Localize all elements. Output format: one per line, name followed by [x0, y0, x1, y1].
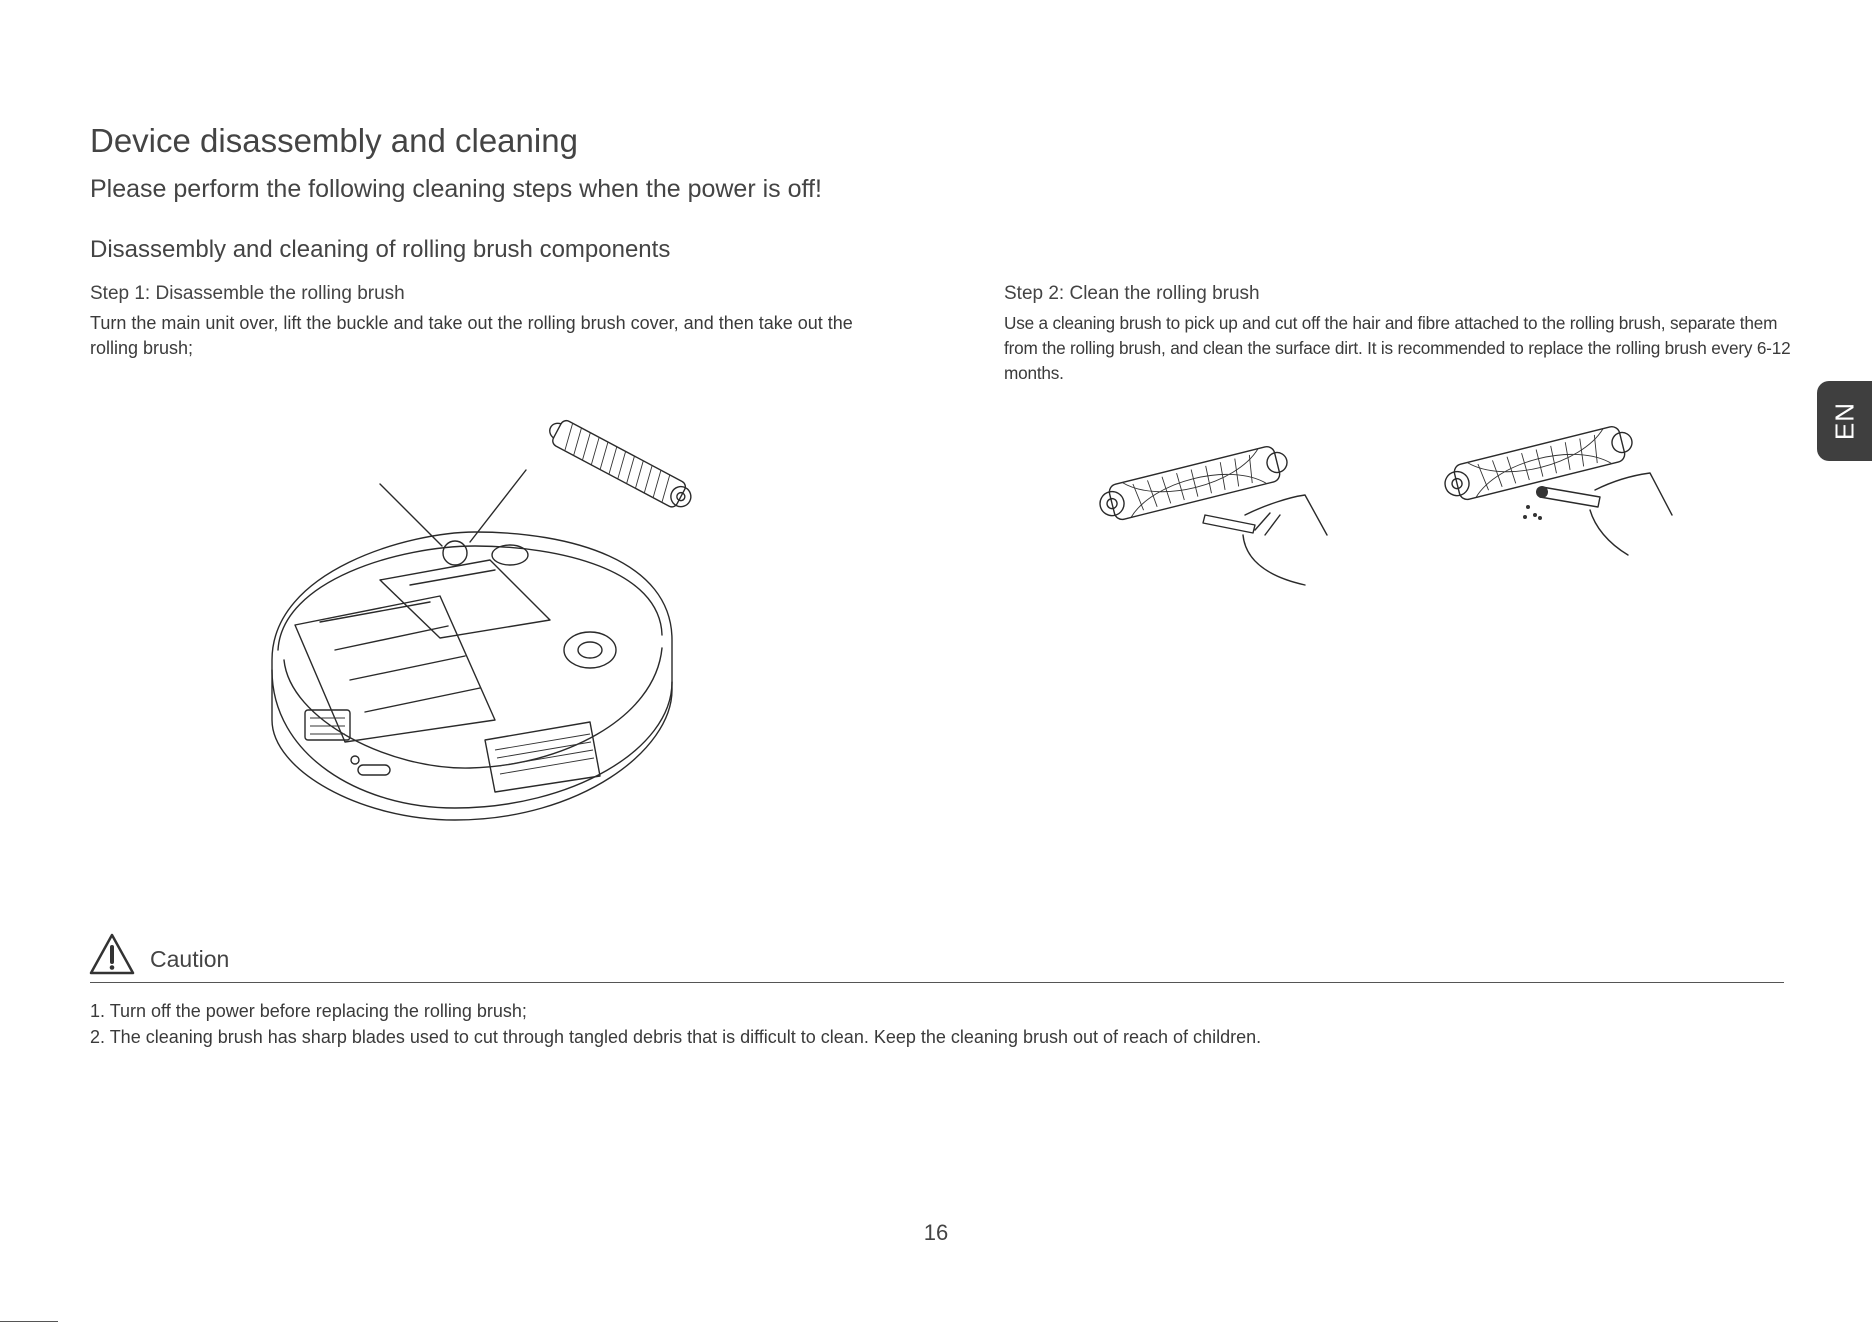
- step-1-body: Turn the main unit over, lift the buckle and take out the rolling brush cover, and then take out the rolling brush;: [90, 313, 853, 358]
- step-2-body: Use a cleaning brush to pick up and cut off the hair and fibre attached to the rolling brush, separate them from the rolling brush, and clean the surface dirt. It is recommended to replace the rolling brush every 6-12 months.: [1004, 313, 1791, 383]
- warning-triangle-icon: [88, 932, 136, 976]
- page-number: 16: [923, 1220, 949, 1245]
- page-title: Device disassembly and cleaning: [90, 122, 578, 159]
- language-tab-label: EN: [1829, 401, 1859, 441]
- language-tab: [1817, 381, 1872, 461]
- caution-label: Caution: [150, 946, 230, 972]
- section-title: Disassembly and cleaning of rolling brush components: [90, 236, 671, 263]
- brush-cleaning-illustration: [1440, 415, 1680, 565]
- footer-divider: [0, 1321, 58, 1322]
- step-2-title: Step 2: Clean the rolling brush: [1004, 283, 1260, 304]
- step-1-title: Step 1: Disassemble the rolling brush: [90, 283, 405, 304]
- caution-divider: [90, 982, 1784, 983]
- brush-cutting-illustration: [1095, 435, 1335, 585]
- page-subtitle: Please perform the following cleaning steps when the power is off!: [90, 175, 822, 203]
- robot-vacuum-underside-illustration: [260, 420, 730, 830]
- caution-item: 1. Turn off the power before replacing the rolling brush;: [90, 1001, 527, 1021]
- caution-list: [90, 998, 1261, 1050]
- caution-item: 2. The cleaning brush has sharp blades used to cut through tangled debris that is difficult to clean. Keep the cleaning brush out of reach of children.: [90, 1027, 1262, 1047]
